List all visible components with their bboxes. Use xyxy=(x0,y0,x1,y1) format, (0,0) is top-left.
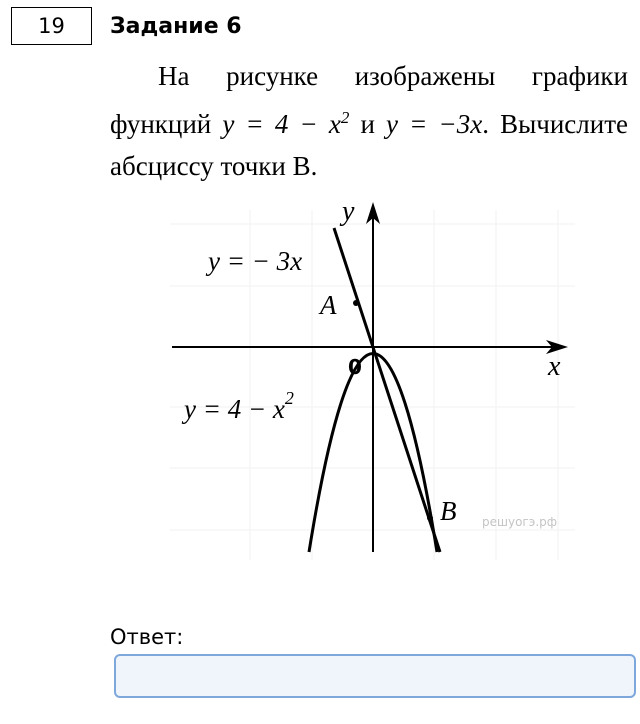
point-a-label: A xyxy=(320,290,337,320)
statement-part1: На рисунке изображены графики функций xyxy=(110,61,628,139)
statement-conjunction: и xyxy=(349,109,387,139)
watermark: решуогэ.рф xyxy=(482,515,558,529)
task-number: 19 xyxy=(11,7,92,45)
answer-label: Ответ: xyxy=(110,625,184,649)
statement-part2: . Вычислите абсциссу точки B. xyxy=(110,109,628,181)
formula-line: y = −3x xyxy=(386,109,483,139)
point-b-label: B xyxy=(440,496,457,526)
task-title: Задание 6 xyxy=(110,14,242,39)
point-a xyxy=(353,300,359,306)
point-b xyxy=(427,515,433,521)
task-statement xyxy=(110,55,628,187)
answer-input[interactable] xyxy=(114,654,636,698)
line-y-minus-3x xyxy=(334,228,440,552)
x-axis-label: x xyxy=(548,351,561,382)
formula-parabola: $y = 4 - x^2$ xyxy=(222,108,350,139)
function-graph xyxy=(150,190,590,570)
parabola-label: $y = 4 - x^2$ xyxy=(184,388,294,424)
origin-label: 0 xyxy=(348,355,362,379)
y-axis-label: y xyxy=(342,196,355,227)
line-label: y = − 3x xyxy=(208,246,303,276)
